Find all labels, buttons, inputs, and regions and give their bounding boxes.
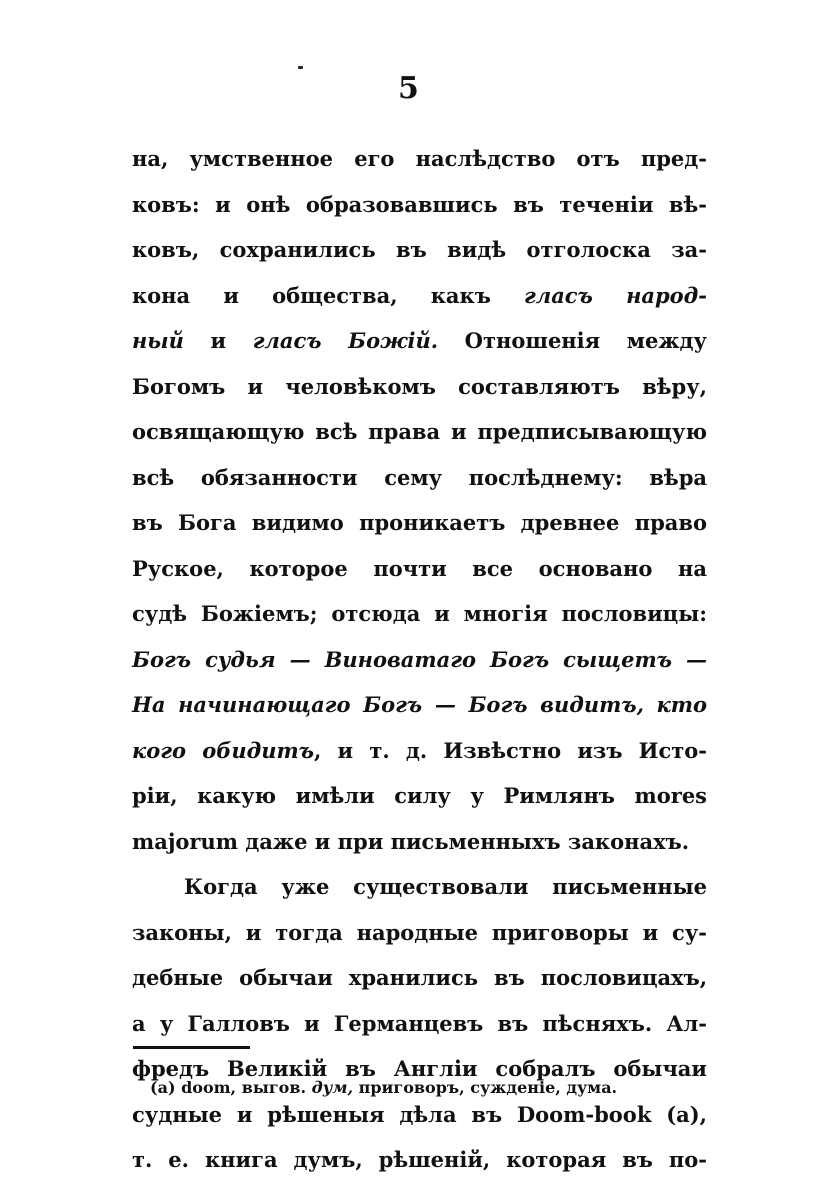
- italic-text-segment: ный: [132, 328, 184, 353]
- italic-text-segment: Богъ судья — Виноватаго Богъ сыщетъ —: [132, 646, 707, 672]
- text-segment: ріи, какую имѣли силу у Римлянъ mores: [132, 783, 707, 808]
- text-line: [132, 546, 707, 592]
- text-segment: дебные обычаи хранились въ пословицахъ,: [132, 965, 707, 990]
- text-line: [132, 182, 707, 228]
- text-segment: судѣ Божіемъ; отсюда и многія пословицы:: [132, 601, 707, 626]
- text-line: [132, 318, 707, 364]
- text-line: [132, 364, 707, 410]
- text-line: [132, 136, 707, 182]
- italic-text-segment: гласъ народ-: [524, 282, 707, 308]
- text-segment: ковъ, сохранились въ видѣ отголоска за-: [132, 237, 707, 262]
- text-line: [132, 273, 707, 319]
- text-segment: въ Бога видимо проникаетъ древнее право: [132, 510, 707, 535]
- text-segment: на, умственное его наслѣдство отъ пред-: [132, 146, 707, 171]
- text-segment: Руское, которое почти все основано на: [132, 555, 707, 581]
- text-segment: законы, и тогда народные приговоры и су-: [132, 919, 707, 945]
- text-line: [132, 773, 707, 819]
- page-number: 5: [398, 71, 419, 106]
- text-line: [132, 910, 707, 956]
- text-segment: судные и рѣшеныя дѣла въ Doom-book (а),: [132, 1101, 707, 1127]
- italic-text-segment: кого обидитъ: [132, 737, 315, 763]
- text-line: [132, 1137, 707, 1183]
- footnote-italic-text: дум,: [311, 1078, 354, 1097]
- text-line: [132, 682, 707, 728]
- text-line: [132, 864, 707, 910]
- text-segment: и: [183, 328, 253, 353]
- text-segment: т. е. книга думъ, рѣшеній, которая въ по-: [132, 1147, 707, 1172]
- text-segment: фредъ Великій въ Англіи собралъ обычаи: [132, 1056, 707, 1081]
- text-line: [132, 500, 707, 546]
- text-line: [132, 227, 707, 273]
- text-line: [132, 409, 707, 455]
- footnote: [150, 1075, 710, 1101]
- text-segment: кона и общества, какъ: [132, 282, 525, 308]
- text-line: [132, 455, 707, 501]
- italic-text-segment: гласъ Божій.: [252, 328, 439, 353]
- text-segment: Когда уже существовали письменные: [184, 874, 707, 899]
- body-text: [132, 136, 707, 1183]
- text-line: [132, 819, 707, 865]
- italic-text-segment: На начинающаго Богъ — Богъ видитъ, кто: [132, 692, 707, 717]
- footnote-divider: [133, 1046, 250, 1049]
- text-segment: , и т. д. Извѣстно изъ Исто-: [314, 737, 707, 763]
- footnote-text: doom, выгов.: [181, 1078, 307, 1097]
- footnote-marker: (а): [150, 1078, 176, 1097]
- text-segment: всѣ обязанности сему послѣднему: вѣра: [132, 464, 707, 490]
- text-segment: Богомъ и человѣкомъ составляютъ вѣру,: [132, 373, 707, 399]
- text-segment: Отношенія между: [438, 328, 707, 353]
- text-line: [132, 1001, 707, 1047]
- footnote-text: приговоръ, сужденіе, дума.: [358, 1078, 618, 1097]
- text-line: [132, 728, 707, 774]
- text-line: [132, 591, 707, 637]
- text-line: [132, 637, 707, 683]
- text-line: [132, 955, 707, 1001]
- print-speck: [298, 66, 303, 69]
- text-segment: а у Галловъ и Германцевъ въ пѣсняхъ. Ал-: [132, 1010, 707, 1036]
- text-segment: ковъ: и онѣ образовавшись въ теченіи вѣ-: [132, 191, 707, 217]
- text-segment: majorum даже и при письменныхъ законахъ.: [132, 828, 690, 854]
- text-segment: освящающую всѣ права и предписывающую: [132, 419, 707, 444]
